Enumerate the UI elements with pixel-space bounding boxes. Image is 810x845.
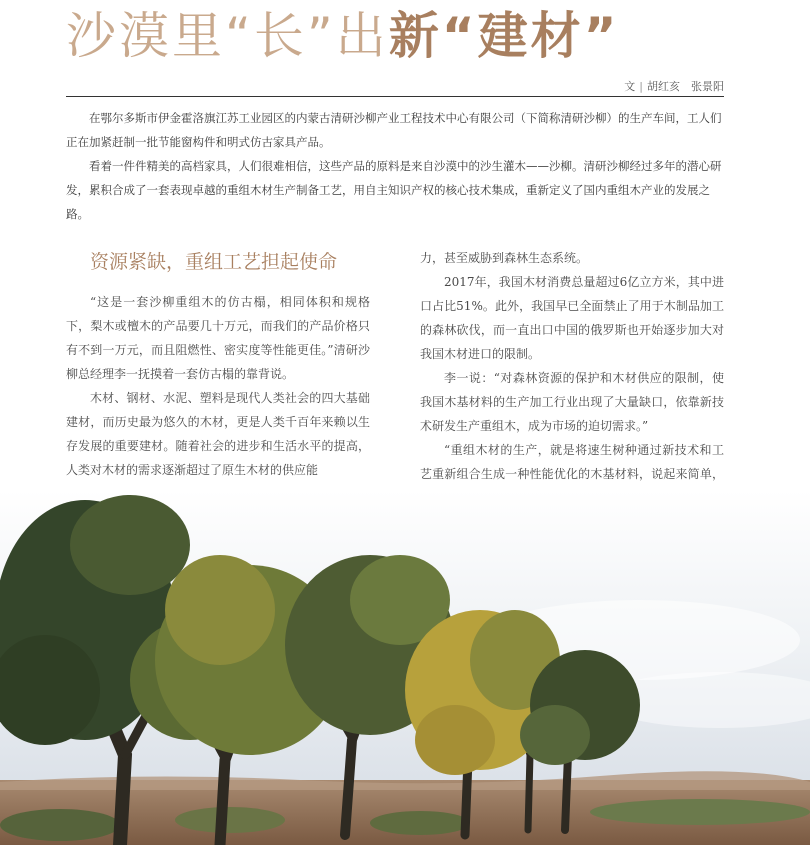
right-column [420,246,724,510]
title-part-2: 新“建材” [388,7,620,65]
body-paragraph: 木材、钢材、水泥、塑料是现代人类社会的四大基础建材，而历史最为悠久的木材，更是人类千百年来赖以生存发展的重要建材。随着社会的进步和生活水平的提高，人类对木材的需求逐渐超过了原生木材的供应能 [66,391,370,477]
title-part-1: 沙漠里“长”出 [66,7,389,65]
byline-authors: 胡红亥 张景阳 [647,80,724,93]
article-title [66,2,620,70]
header-divider [66,96,724,97]
desert-trees-photo [0,490,810,845]
body-paragraph: “这是一套沙柳重组木的仿古榻，相同体积和规格下，梨木或檀木的产品要几十万元，而我们的产品价格只有不到一万元，而且阻燃性、密实度等性能更佳。”清研沙柳总经理李一抚摸着一套仿古榻的靠背说。 [66,295,370,381]
intro-block [66,106,724,226]
byline-prefix: 文 [624,80,636,93]
left-column [66,290,370,482]
section-heading: 资源紧缺，重组工艺担起使命 [90,251,338,273]
byline [624,78,724,94]
body-paragraph: “重组木材的生产，就是将速生树种通过新技术和工艺重新组合生成一种性能优化的木基材料，说起来简单， [420,443,724,481]
intro-paragraph: 在鄂尔多斯市伊金霍洛旗江苏工业园区的内蒙古清研沙柳产业工程技术中心有限公司（下简称清研沙柳）的生产车间，工人们正在加紧赶制一批节能窗构件和明式仿古家具产品。 [66,111,722,149]
byline-separator: | [639,80,643,93]
intro-paragraph: 看着一件件精美的高档家具，人们很难相信，这些产品的原料是来自沙漠中的沙生灌木——沙柳。清研沙柳经过多年的潜心研发，累积合成了一套表现卓越的重组木材生产制备工艺，用自主知识产权的核心技术集成，重新定义了国内重组木产业的发展之路。 [66,159,722,221]
body-paragraph: 李一说：“对森林资源的保护和木材供应的限制，使我国木基材料的生产加工行业出现了大量缺口，依靠新技术研发生产重组木，成为市场的迫切需求。” [420,371,724,433]
body-paragraph: 2017年，我国木材消费总量超过6亿立方米，其中进口占比51%。此外，我国早已全面禁止了用于木制品加工的森林砍伐，而一直出口中国的俄罗斯也开始逐步加大对我国木材进口的限制。 [420,275,724,361]
body-paragraph-continuation: 力，甚至威胁到森林生态系统。 [420,251,589,265]
